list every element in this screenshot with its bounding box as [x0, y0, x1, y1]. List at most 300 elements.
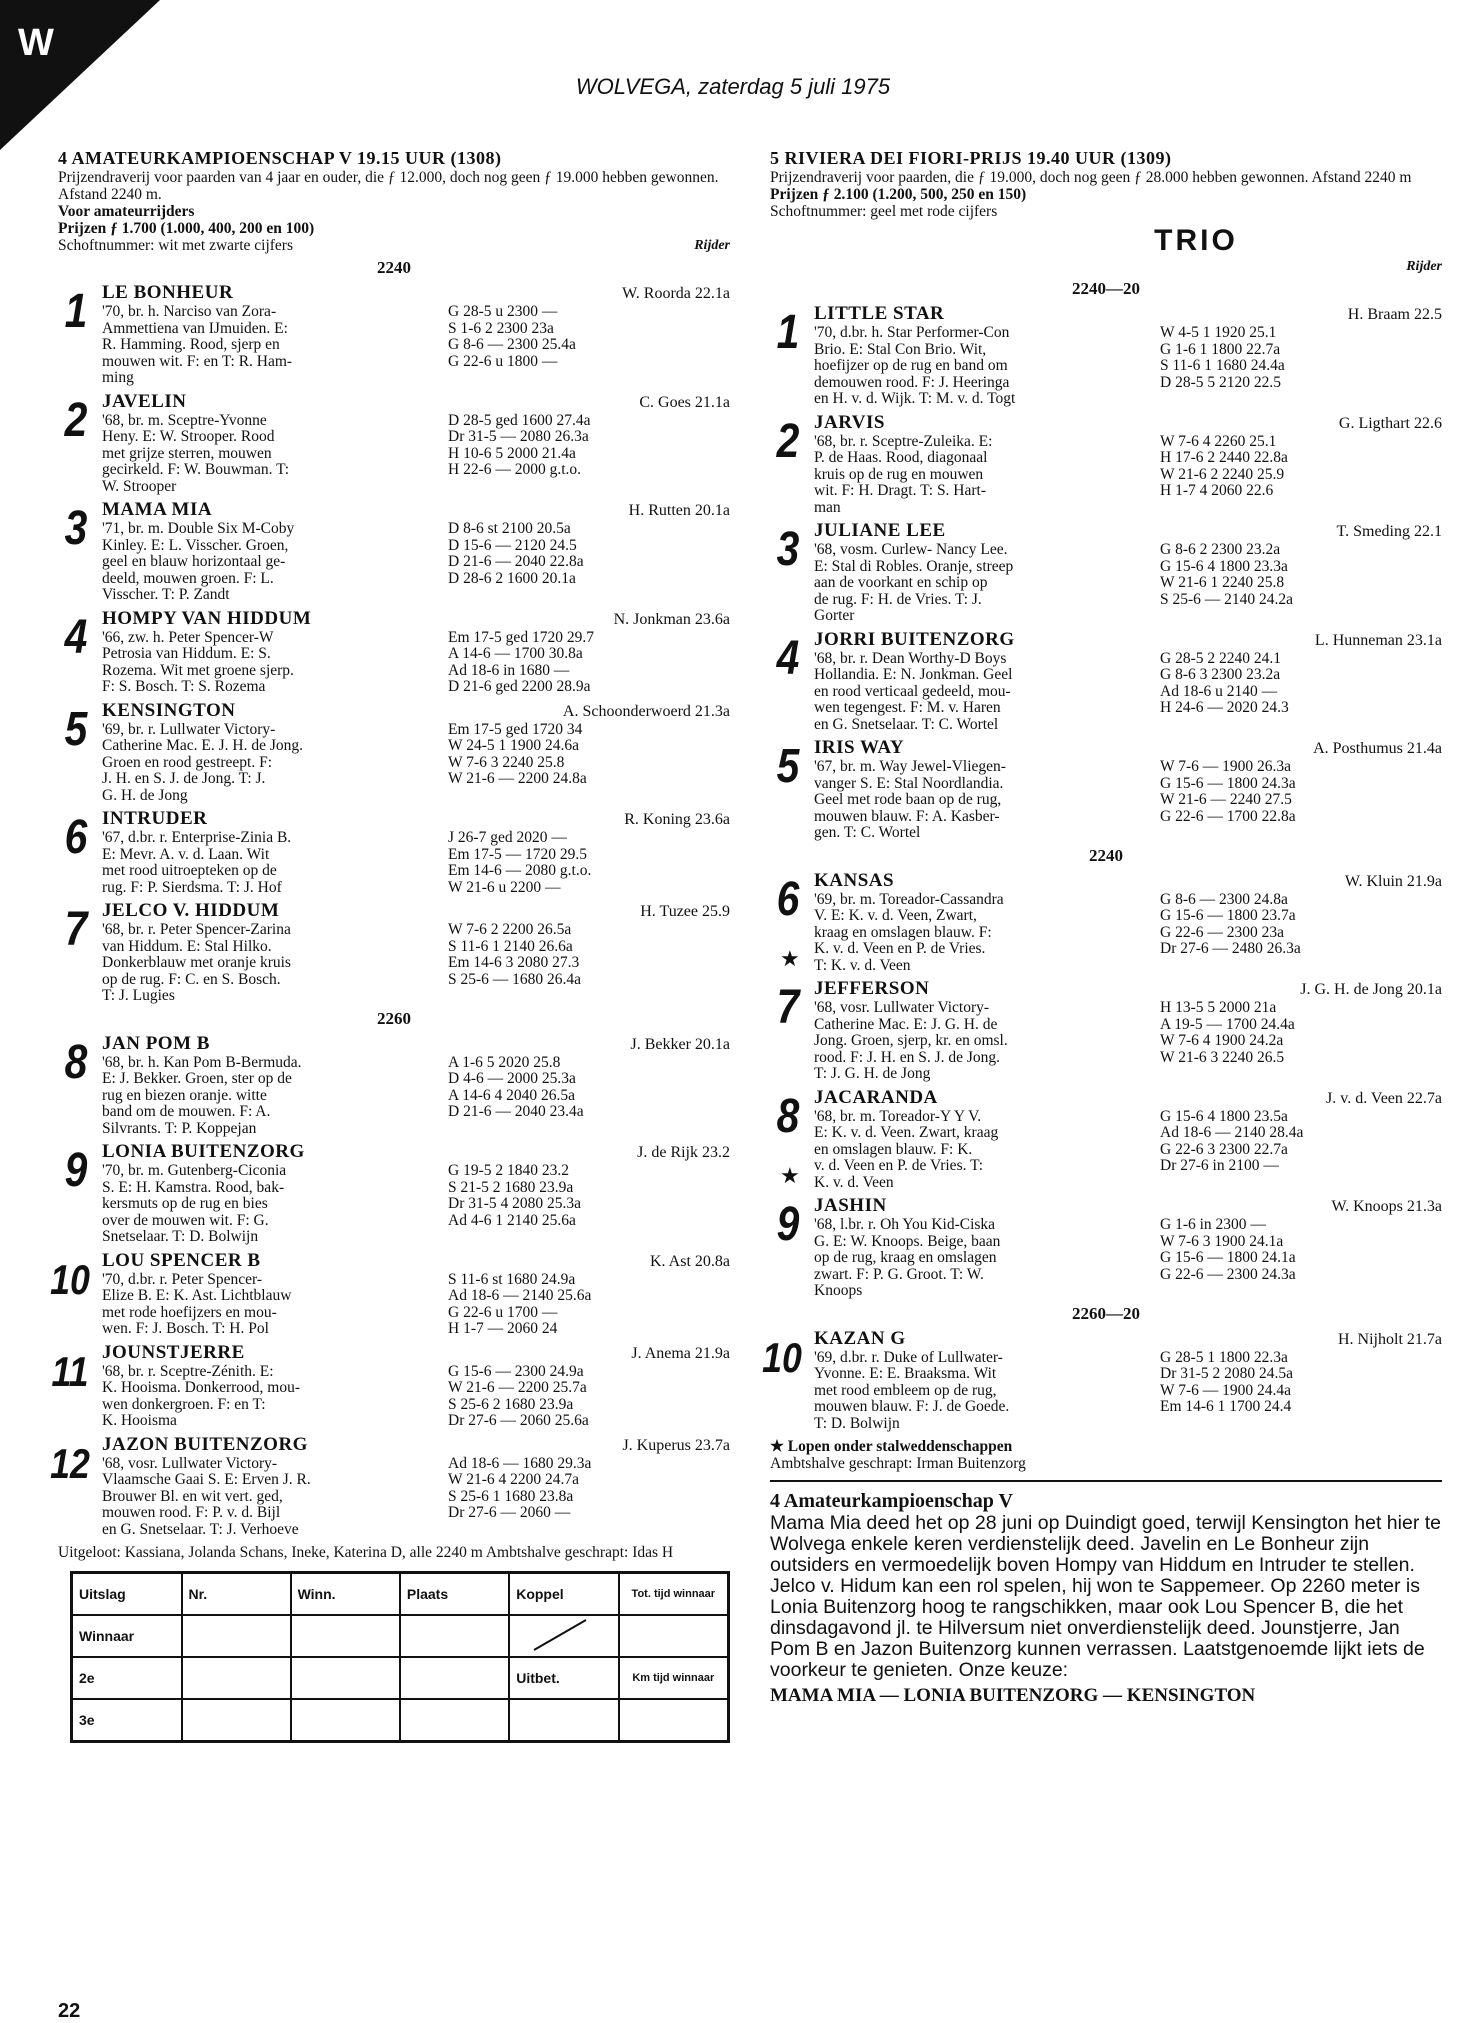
form-line: A 14-6 — 1700 30.8a: [448, 645, 583, 662]
form-line: Em 17-5 ged 1720 34: [448, 720, 583, 738]
entry-header: [814, 1195, 1442, 1217]
description-line: met rood uitroepteken op de: [102, 862, 277, 879]
form-line: Em 14-6 1 1700 24.4: [1160, 1398, 1292, 1415]
horse-description: [814, 1217, 1156, 1300]
scratched-footnote: Uitgeloot: Kassiana, Jolanda Schans, Ineke, Katerina D, alle 2240 m Ambtshalve geschrapt: Idas H: [58, 1544, 674, 1561]
distance-header: 2240: [377, 258, 411, 277]
horse-description: [814, 1109, 1156, 1192]
description-line: K. v. d. Veen: [814, 1173, 894, 1191]
description-line: F: S. Bosch. T: S. Rozema: [102, 678, 266, 695]
entry-body: [102, 1272, 730, 1338]
entry-header: [102, 1141, 730, 1163]
form-line: Em 17-5 ged 1720 29.7: [448, 628, 594, 646]
horse-name: LITTLE STAR: [814, 303, 945, 324]
form-line: H 10-6 5 2000 21.4a: [448, 444, 576, 462]
recent-form: [444, 1272, 730, 1338]
description-line: gecirkeld. F: W. Bouwman. T:: [102, 461, 290, 478]
description-line: en G. Snetselaar. T: J. Verhoeve: [102, 1520, 299, 1538]
form-line: G 1-6 in 2300 —: [1160, 1216, 1266, 1233]
form-line: G 22-6 u 1700 —: [448, 1303, 558, 1321]
horse-description: [814, 1000, 1156, 1083]
form-line: G 15-6 — 1800 23.7a: [1160, 907, 1296, 924]
description-line: man: [814, 498, 841, 516]
form-line: Ad 4-6 1 2140 25.6a: [448, 1211, 576, 1229]
table-header-row: [72, 1573, 729, 1616]
horse-description: [102, 1456, 444, 1539]
description-line: mouwen blauw. F: A. Kasber-: [814, 807, 1000, 825]
entry-body: [102, 630, 730, 696]
description-line: J. H. en S. J. de Jong. T: J.: [102, 770, 266, 787]
form-line: W 24-5 1 1900 24.6a: [448, 737, 580, 754]
form-line: Ad 18-6 — 2140 25.6a: [448, 1287, 592, 1304]
entries-list: [762, 279, 1442, 1432]
choice: MAMA MIA — LONIA BUITENZORG — KENSINGTON: [770, 1685, 1256, 1706]
entry-header: [102, 1250, 730, 1272]
start-number: 4: [776, 631, 800, 685]
start-number: 8: [776, 1089, 800, 1143]
description-line: Groen en rood gestreept. F:: [102, 753, 273, 771]
table-row-label: 2e: [72, 1657, 182, 1699]
description-line: demouwen rood. F: J. Heeringa: [814, 373, 1010, 391]
form-line: G 1-6 1 1800 22.7a: [1160, 340, 1281, 358]
star-icon: ★: [780, 946, 800, 971]
race-4-column: [50, 148, 730, 1743]
description-line: zwart. F: P. G. Groot. T: W.: [814, 1265, 984, 1283]
entry-body: [102, 722, 730, 805]
horse-entry: [770, 870, 1442, 975]
form-line: W 7-6 — 1900 24.4a: [1160, 1381, 1292, 1399]
table-input-cell[interactable]: [291, 1615, 400, 1657]
horse-description: [814, 434, 1156, 517]
entry-header: [814, 629, 1442, 651]
page-number: 22: [58, 2000, 81, 2022]
rider-name: N. Jonkman 23.6a: [613, 610, 730, 628]
horse-description: [102, 1055, 444, 1138]
description-line: Vlaamsche Gaai S. E: Erven J. R.: [102, 1471, 311, 1488]
form-line: S 25-6 1 1680 23.8a: [448, 1487, 574, 1505]
description-line: '68, br. h. Kan Pom B-Bermuda.: [102, 1053, 302, 1071]
form-line: D 28-6 2 1600 20.1a: [448, 569, 576, 587]
recent-form: [444, 1163, 730, 1246]
horse-entry: [58, 900, 730, 1005]
start-number: 6: [64, 811, 88, 864]
entry-header: [814, 870, 1442, 892]
form-line: Dr 27-6 — 2480 26.3a: [1160, 940, 1301, 957]
description-line: Yvonne. E: E. Braaksma. Wit: [814, 1365, 997, 1382]
horse-entry: [770, 629, 1442, 734]
description-line: '68, l.br. r. Oh You Kid-Ciska: [814, 1216, 996, 1233]
form-line: G 22-6 — 2300 23a: [1160, 923, 1284, 941]
description-line: Catherine Mac. E. J. H. de Jong.: [102, 737, 304, 754]
description-line: en rood verticaal gedeeld, mou-: [814, 682, 1011, 700]
table-header-cell: Uitslag: [72, 1573, 182, 1616]
form-line: W 7-6 — 1900 26.3a: [1160, 758, 1292, 775]
recent-form: [1156, 1109, 1442, 1192]
form-line: W 21-6 2 2240 25.9: [1160, 465, 1285, 483]
form-line: A 14-6 4 2040 26.5a: [448, 1086, 576, 1104]
entry-header: [102, 700, 730, 722]
entry-body: [814, 325, 1442, 408]
recent-form: [444, 1364, 730, 1430]
horse-name: KENSINGTON: [102, 699, 236, 721]
description-line: band om de mouwen. F: A.: [102, 1103, 271, 1120]
horse-description: [102, 830, 444, 896]
table-input-cell[interactable]: [182, 1699, 291, 1742]
race-conditions: [58, 169, 730, 237]
star-footnote: ★ Lopen onder stalweddenschappen: [770, 1438, 1013, 1455]
rider-name: J. de Rijk 23.2: [637, 1144, 730, 1161]
form-line: D 28-5 ged 1600 27.4a: [448, 411, 591, 429]
form-line: G 28-5 1 1800 22.3a: [1160, 1348, 1288, 1366]
horse-name: HOMPY VAN HIDDUM: [102, 607, 312, 629]
distance-header: 2260: [377, 1008, 411, 1028]
description-line: op de rug, kraag en omslagen: [814, 1249, 997, 1266]
form-line: Ad 18-6 u 2140 —: [1160, 682, 1278, 700]
description-line: '70, br. h. Narciso van Zora-: [102, 303, 277, 320]
horse-description: [102, 630, 444, 696]
form-line: S 25-6 — 1680 26.4a: [448, 970, 582, 988]
description-line: '70, d.br. h. Star Performer-Con: [814, 324, 1010, 341]
description-line: kraag en omslagen blauw. F:: [814, 923, 992, 941]
km-tijd-label: Km tijd winnaar: [619, 1657, 729, 1699]
table-input-cell[interactable]: [400, 1699, 509, 1742]
entry-header: [814, 978, 1442, 1000]
description-line: aan de voorkant en schip op: [814, 574, 988, 591]
conditions-text: Prijzendraverij voor paarden, die ƒ 19.000, doch nog geen ƒ 28.000 hebben gewonnen. Afstand 2240 m: [770, 169, 1412, 186]
horse-description: [814, 1350, 1156, 1433]
horse-name: JAZON BUITENZORG: [102, 1433, 308, 1455]
form-line: W 7-6 2 2200 26.5a: [448, 921, 572, 938]
distance-header: 2240—20: [1072, 279, 1140, 298]
rider-name: A. Posthumus 21.4a: [1313, 740, 1442, 757]
horse-name: INTRUDER: [102, 808, 208, 829]
description-line: '69, br. m. Toreador-Cassandra: [814, 890, 1004, 908]
recent-form: [1156, 325, 1442, 408]
table-input-cell[interactable]: [509, 1699, 618, 1742]
description-line: de rug. F: H. de Vries. T: J.: [814, 590, 982, 608]
description-line: van Hiddum. E: Stal Hilko.: [102, 937, 272, 955]
horse-description: [814, 542, 1156, 625]
horse-name: JASHIN: [814, 1195, 887, 1216]
description-line: wen. F: J. Bosch. T: H. Pol: [102, 1320, 269, 1337]
description-line: '68, br. r. Sceptre-Zénith. E:: [102, 1362, 274, 1380]
horse-entry: [770, 1195, 1442, 1300]
trio-label: TRIO: [1154, 224, 1238, 257]
description-line: Visscher. T: P. Zandt: [102, 586, 230, 603]
table-header-cell: Plaats: [400, 1573, 509, 1616]
horse-entry: [50, 1433, 730, 1539]
distance-header: 2260—20: [1072, 1303, 1140, 1323]
recent-form: [444, 922, 730, 1005]
table-input-cell[interactable]: [182, 1615, 291, 1657]
table-input-cell[interactable]: [619, 1699, 729, 1742]
recent-form: [444, 1456, 730, 1539]
form-line: G 15-6 — 2300 24.9a: [448, 1362, 584, 1380]
description-line: T: K. v. d. Veen: [814, 956, 911, 974]
description-line: mouwen blauw. F: J. de Goede.: [814, 1398, 1010, 1415]
form-line: H 1-7 — 2060 24: [448, 1320, 558, 1337]
rider-name: R. Koning 23.6a: [624, 811, 730, 828]
prizes: Prijzen ƒ 2.100 (1.200, 500, 250 en 150): [770, 186, 1027, 203]
description-line: kruis op de rug en mouwen: [814, 465, 984, 483]
start-number: 7: [64, 903, 88, 956]
description-line: T: D. Bolwijn: [814, 1414, 900, 1432]
start-number: 4: [64, 610, 88, 664]
entry-body: [814, 651, 1442, 734]
description-line: '68, br. r. Dean Worthy-D Boys: [814, 649, 1007, 667]
description-line: '68, vosm. Curlew- Nancy Lee.: [814, 541, 1008, 558]
description-line: '68, br. m. Sceptre-Yvonne: [102, 411, 267, 429]
form-line: D 21-6 — 2040 22.8a: [448, 553, 584, 570]
description-line: wit. F: H. Dragt. T: S. Hart-: [814, 482, 987, 499]
description-line: rug en biezen oranje. witte: [102, 1086, 267, 1104]
description-line: T: J. Lugies: [102, 987, 175, 1004]
form-line: D 15-6 — 2120 24.5: [448, 536, 577, 554]
description-line: kersmuts op de rug en bies: [102, 1195, 268, 1212]
horse-name: KAZAN G: [814, 1327, 906, 1349]
entry-body: [102, 1055, 730, 1138]
form-line: W 21-6 u 2200 —: [448, 878, 561, 896]
rider-name: H. Rutten 20.1a: [628, 502, 730, 519]
recent-form: [1156, 759, 1442, 842]
start-number: 5: [776, 740, 800, 793]
start-number: 11: [51, 1347, 89, 1395]
scratched-footnote: Ambtshalve geschrapt: Irman Buitenzorg: [770, 1455, 1026, 1472]
entry-header: [102, 391, 730, 413]
form-line: Em 14-6 3 2080 27.3: [448, 954, 580, 971]
entry-header: [814, 1328, 1442, 1350]
description-line: '67, br. m. Way Jewel-Vliegen-: [814, 758, 1006, 775]
description-line: mouwen rood. F: P. v. d. Bijl: [102, 1504, 281, 1521]
recent-form: [444, 413, 730, 496]
table-input-cell[interactable]: [291, 1657, 400, 1699]
description-line: Ammettiena van IJmuiden. E:: [102, 319, 288, 337]
saddle-number-info: Schoftnummer: wit met zwarte cijfers: [58, 237, 294, 254]
table-input-cell[interactable]: [619, 1615, 729, 1657]
description-line: met rode hoefijzers en mou-: [102, 1303, 277, 1321]
form-line: S 21-5 2 1680 23.9a: [448, 1178, 574, 1196]
form-line: A 1-6 5 2020 25.8: [448, 1053, 561, 1071]
rijder-row: [770, 258, 1442, 275]
entries-list: [50, 258, 730, 1538]
entry-body: [102, 1163, 730, 1246]
description-line: v. d. Veen en P. de Vries. T:: [814, 1157, 984, 1174]
horse-description: [814, 325, 1156, 408]
rider-name: G. Ligthart 22.6: [1338, 414, 1442, 432]
table-row: [72, 1615, 729, 1657]
entry-header: [814, 737, 1442, 759]
horse-description: [102, 1163, 444, 1246]
horse-name: IRIS WAY: [814, 737, 905, 758]
description-line: Brouwer Bl. en wit vert. ged,: [102, 1487, 283, 1505]
page-header: WOLVEGA, zaterdag 5 juli 1975: [575, 74, 891, 99]
horse-description: [814, 651, 1156, 734]
recent-form: [1156, 434, 1442, 517]
rider-name: C. Goes 21.1a: [639, 393, 730, 411]
form-line: D 21-6 ged 2200 28.9a: [448, 678, 591, 695]
prizes: Prijzen ƒ 1.700 (1.000, 400, 200 en 100): [58, 220, 315, 237]
rider-name: J. v. d. Veen 22.7a: [1326, 1089, 1442, 1107]
horse-entry: [770, 737, 1442, 842]
horse-entry: [58, 808, 730, 896]
start-number: 3: [64, 502, 88, 555]
start-number: 9: [776, 1198, 800, 1251]
description-line: '69, br. r. Lullwater Victory-: [102, 720, 276, 738]
table-input-cell[interactable]: [291, 1699, 400, 1742]
entry-body: [814, 542, 1442, 625]
description-line: P. de Haas. Rood, diagonaal: [814, 449, 988, 466]
horse-description: [102, 1272, 444, 1338]
race-5-column: [762, 148, 1442, 1707]
rider-name: A. Schoonderwoerd 21.3a: [562, 702, 730, 720]
horse-entry: [58, 1141, 730, 1246]
horse-name: LE BONHEUR: [102, 282, 234, 303]
diagonal-slash-cell: [509, 1615, 618, 1657]
description-line: deeld, mouwen groen. F: L.: [102, 569, 274, 587]
horse-entry: [51, 1341, 730, 1430]
form-line: G 22-6 u 1800 —: [448, 352, 558, 370]
description-line: '68, br. r. Peter Spencer-Zarina: [102, 921, 291, 938]
form-line: Em 17-5 — 1720 29.5: [448, 845, 588, 863]
description-line: over de mouwen wit. F: G.: [102, 1211, 269, 1229]
description-line: G. E: W. Knoops. Beige, baan: [814, 1232, 1001, 1250]
form-line: W 7-6 3 1900 24.1a: [1160, 1232, 1284, 1250]
start-number: 7: [776, 981, 800, 1034]
description-line: wen tegengest. F: M. v. Haren: [814, 699, 1001, 716]
start-number: 2: [776, 414, 800, 468]
horse-entry: [58, 282, 730, 387]
horse-description: [102, 1364, 444, 1430]
horse-entry: [58, 499, 730, 604]
entry-header: [102, 1033, 730, 1055]
horse-name: JAN POM B: [102, 1032, 210, 1054]
analysis-text: Mama Mia deed het op 28 juni op Duindigt goed, terwijl Kensington het hier te Wolvega enkele keren verdienstelijk deed. Javelin en Le Bonheur zijn outsiders en vermoedelijk boven Hompy van Hiddum en Intruder te stellen. Jelco v. Hidum kan een rol spelen, hij won te Sappemeer. Op 2260 meter is Lonia Buitenzorg hoog te rangschikken, maar ook Lou Spencer B, die het dinsdagavond jl. te Hilversum niet onverdienstelijk deed. Jounstjerre, Jan Pom B en Jazon Buitenzorg kunnen verrassen. Laatstgenoemde lijkt iets de voorkeur te genieten. Onze keuze:: [770, 1512, 1441, 1681]
rider-name: J. Bekker 20.1a: [630, 1035, 730, 1053]
horse-entry: [762, 1327, 1442, 1433]
saddle-number-info: Schoftnummer: geel met rode cijfers: [770, 203, 998, 220]
rider-name: W. Kluin 21.9a: [1344, 872, 1442, 890]
description-line: Gorter: [814, 607, 855, 624]
description-line: Brio. E: Stal Con Brio. Wit,: [814, 340, 987, 358]
form-line: H 17-6 2 2440 22.8a: [1160, 449, 1288, 466]
description-line: Petrosia van Hiddum. E: S.: [102, 645, 271, 662]
horse-name: JARVIS: [814, 411, 885, 433]
start-number: 1: [776, 306, 800, 359]
form-line: Dr 27-6 in 2100 —: [1160, 1157, 1279, 1174]
rider-name: W. Roorda 22.1a: [622, 285, 730, 302]
recent-form: [1156, 892, 1442, 975]
description-line: met rood embleem op de rug,: [814, 1381, 997, 1399]
race-title: 5 RIVIERA DEI FIORI-PRIJS 19.40 UUR (1309): [770, 148, 1172, 168]
description-line: '67, d.br. r. Enterprise-Zinia B.: [102, 829, 292, 846]
rijder-label: Rijder: [694, 238, 730, 253]
horse-name: LOU SPENCER B: [102, 1249, 261, 1271]
form-line: G 8-6 — 2300 24.8a: [1160, 890, 1288, 908]
horse-description: [102, 413, 444, 496]
table-header-cell: Winn.: [291, 1573, 400, 1616]
horse-name: JULIANE LEE: [814, 520, 946, 541]
description-line: '68, vosr. Lullwater Victory-: [814, 999, 990, 1016]
form-line: Ad 18-6 — 2140 28.4a: [1160, 1124, 1304, 1141]
entry-header: [102, 282, 730, 304]
form-line: G 19-5 2 1840 23.2: [448, 1162, 569, 1179]
recent-form: [444, 521, 730, 604]
rijder-label: Rijder: [1406, 259, 1442, 274]
horse-name: JAVELIN: [102, 390, 187, 412]
recent-form: [444, 1055, 730, 1138]
description-line: en omslagen blauw. F: K.: [814, 1140, 973, 1158]
entry-body: [102, 830, 730, 896]
rider-name: J. G. H. de Jong 20.1a: [1300, 981, 1442, 998]
form-line: Em 14-6 — 2080 g.t.o.: [448, 862, 592, 879]
description-line: R. Hamming. Rood, sjerp en: [102, 336, 280, 353]
description-line: S. E: H. Kamstra. Rood, bak-: [102, 1178, 285, 1196]
description-line: met grijze sterren, mouwen: [102, 444, 272, 462]
horse-description: [102, 304, 444, 387]
horse-entry: [770, 978, 1442, 1083]
entry-body: [102, 521, 730, 604]
horse-description: [814, 892, 1156, 975]
entry-header: [102, 1434, 730, 1456]
form-line: D 28-5 5 2120 22.5: [1160, 373, 1281, 391]
form-line: H 13-5 5 2000 21a: [1160, 999, 1277, 1016]
table-input-cell[interactable]: [400, 1615, 509, 1657]
table-input-cell[interactable]: [182, 1657, 291, 1699]
horse-name: LONIA BUITENZORG: [102, 1141, 305, 1162]
rider-name: L. Hunneman 23.1a: [1314, 631, 1442, 649]
horse-entry: [770, 520, 1442, 625]
form-line: D 8-6 st 2100 20.5a: [448, 520, 571, 537]
description-line: E: J. Bekker. Groen, ster op de: [102, 1070, 292, 1087]
start-number: 2: [64, 393, 88, 447]
entry-body: [102, 304, 730, 387]
recent-form: [1156, 542, 1442, 625]
horse-description: [102, 521, 444, 604]
description-line: W. Strooper: [102, 477, 177, 495]
description-line: Snetselaar. T: D. Bolwijn: [102, 1228, 259, 1245]
description-line: Knoops: [814, 1282, 863, 1299]
description-line: mouwen wit. F: en T: R. Ham-: [102, 352, 293, 370]
table-input-cell[interactable]: [400, 1657, 509, 1699]
horse-entry: [58, 391, 730, 496]
form-line: W 21-6 — 2240 27.5: [1160, 791, 1292, 808]
form-line: W 21-6 1 2240 25.8: [1160, 574, 1285, 591]
entry-header: [102, 1342, 730, 1364]
start-number: 9: [64, 1144, 88, 1197]
entry-body: [814, 759, 1442, 842]
form-line: A 19-5 — 1700 24.4a: [1160, 1015, 1295, 1033]
race-conditions: [770, 169, 1442, 220]
form-line: W 4-5 1 1920 25.1: [1160, 324, 1277, 341]
form-line: W 7-6 4 1900 24.2a: [1160, 1032, 1284, 1049]
recent-form: [444, 304, 730, 387]
description-line: Kinley. E: L. Visscher. Groen,: [102, 536, 289, 554]
entry-header: [102, 499, 730, 521]
horse-entry: [58, 700, 730, 805]
conditions-bold: Voor amateurrijders: [58, 203, 195, 220]
horse-name: JEFFERSON: [814, 978, 930, 999]
description-line: V. E: K. v. d. Veen, Zwart,: [814, 907, 977, 924]
description-line: E: K. v. d. Veen. Zwart, kraag: [814, 1124, 999, 1141]
table-row-label: 3e: [72, 1699, 182, 1742]
form-line: W 21-6 3 2240 26.5: [1160, 1048, 1285, 1066]
form-line: Dr 31-5 4 2080 25.3a: [448, 1195, 582, 1212]
description-line: Rozema. Wit met groene sjerp.: [102, 661, 294, 679]
recent-form: [1156, 1350, 1442, 1433]
star-icon: ★: [780, 1163, 800, 1188]
entry-body: [814, 1109, 1442, 1192]
form-line: Dr 31-5 — 2080 26.3a: [448, 428, 589, 445]
